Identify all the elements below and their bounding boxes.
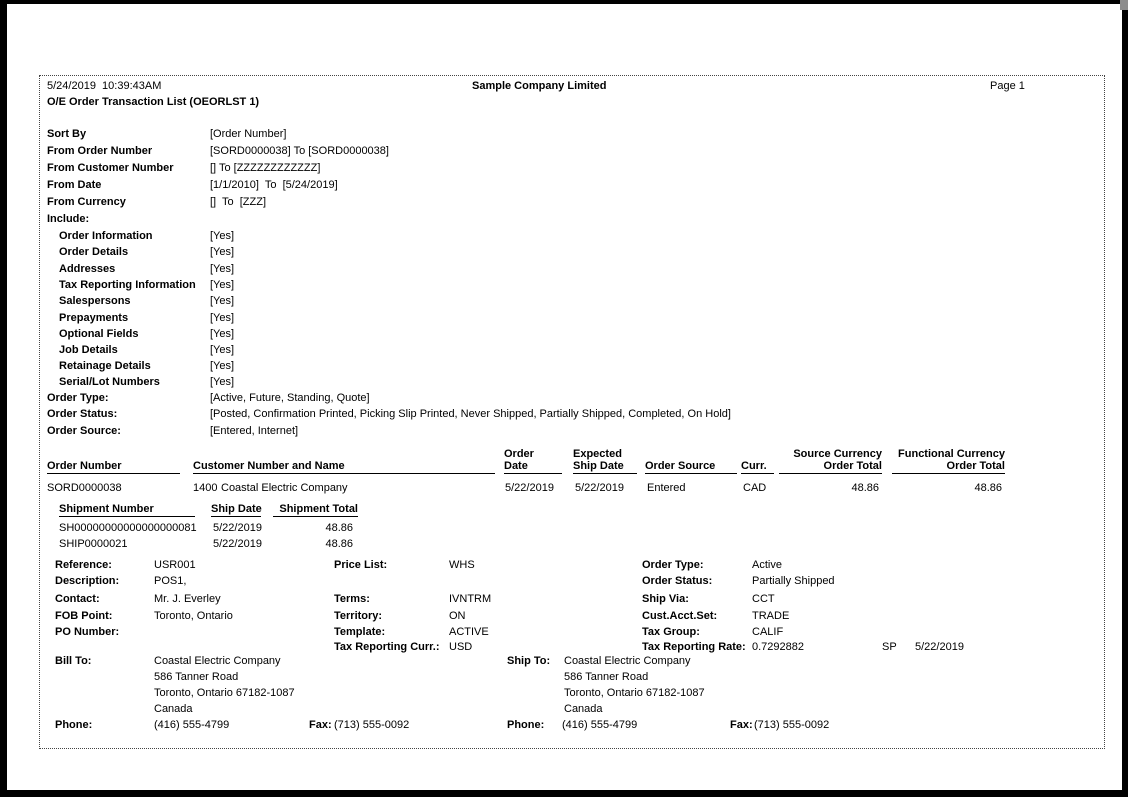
order-status-value: Partially Shipped <box>752 575 835 587</box>
template-value: ACTIVE <box>449 626 489 638</box>
tax-reporting-curr-value: USD <box>449 641 473 653</box>
ship-via-label: Ship Via: <box>642 593 689 605</box>
criteria-value: [Order Number] <box>210 128 287 140</box>
ship-to-line: 586 Tanner Road <box>564 671 649 683</box>
orders-header-currency: Curr. <box>741 444 774 474</box>
include-item-label: Retainage Details <box>59 360 151 372</box>
criteria-label: From Order Number <box>47 145 153 157</box>
order-row-order-date: 5/22/2019 <box>505 482 554 494</box>
tax-reporting-rate-value: 0.7292882 <box>752 641 804 653</box>
selection-label: Order Status: <box>47 408 118 420</box>
bill-to-line: 586 Tanner Road <box>154 671 239 683</box>
orders-header-expected-ship-date: Expected Ship Date <box>573 444 637 474</box>
order-row-number: SORD0000038 <box>47 482 122 494</box>
fob-point-value: Toronto, Ontario <box>154 610 233 622</box>
bill-fax-label: Fax: <box>309 719 332 731</box>
report-datetime: 5/24/2019 10:39:43AM <box>47 80 162 92</box>
order-row-customer-number: 1400 <box>193 482 218 494</box>
selection-label: Order Type: <box>47 392 109 404</box>
tax-rate-date: 5/22/2019 <box>915 641 964 653</box>
terms-value: IVNTRM <box>449 593 492 605</box>
price-list-value: WHS <box>449 559 475 571</box>
territory-value: ON <box>449 610 466 622</box>
report-page <box>39 75 1105 749</box>
cust-acct-set-label: Cust.Acct.Set: <box>642 610 718 622</box>
price-list-label: Price List: <box>334 559 388 571</box>
ship-to-line: Toronto, Ontario 67182-1087 <box>564 687 705 699</box>
include-item-label: Optional Fields <box>59 328 139 340</box>
include-item-value: [Yes] <box>210 263 235 275</box>
ship-to-line: Canada <box>564 703 603 715</box>
selection-value: [Entered, Internet] <box>210 425 299 437</box>
include-item-label: Prepayments <box>59 312 129 324</box>
cust-acct-set-value: TRADE <box>752 610 790 622</box>
tax-reporting-rate-label: Tax Reporting Rate: <box>642 641 746 653</box>
orders-header-order-number: Order Number <box>47 444 180 474</box>
order-type-value: Active <box>752 559 782 571</box>
territory-label: Territory: <box>334 610 383 622</box>
criteria-label: From Customer Number <box>47 162 174 174</box>
orders-header-customer: Customer Number and Name <box>193 444 495 474</box>
order-row-currency: CAD <box>743 482 767 494</box>
bill-fax-value: (713) 555-0092 <box>334 719 410 731</box>
include-item-value: [Yes] <box>210 312 235 324</box>
order-row-functional-total: 48.86 <box>974 482 1002 494</box>
shipments-header-number: Shipment Number <box>59 502 195 517</box>
shipment-row-date: 5/22/2019 <box>213 538 262 550</box>
bill-to-label: Bill To: <box>55 655 92 667</box>
include-heading: Include: <box>47 213 90 225</box>
ship-to-label: Ship To: <box>507 655 551 667</box>
bill-to-line: Coastal Electric Company <box>154 655 281 667</box>
criteria-value: [1/1/2010] To [5/24/2019] <box>210 179 338 191</box>
include-item-value: [Yes] <box>210 279 235 291</box>
contact-value: Mr. J. Everley <box>154 593 221 605</box>
include-item-value: [Yes] <box>210 376 235 388</box>
fob-point-label: FOB Point: <box>55 610 113 622</box>
include-item-label: Salespersons <box>59 295 131 307</box>
tax-group-value: CALIF <box>752 626 784 638</box>
include-item-label: Tax Reporting Information <box>59 279 196 291</box>
shipment-row-date: 5/22/2019 <box>213 522 262 534</box>
criteria-label: From Currency <box>47 196 126 208</box>
tax-group-label: Tax Group: <box>642 626 700 638</box>
selection-value: [Active, Future, Standing, Quote] <box>210 392 370 404</box>
include-item-label: Addresses <box>59 263 116 275</box>
orders-header-source-total: Source Currency Order Total <box>779 444 882 474</box>
ship-fax-value: (713) 555-0092 <box>754 719 830 731</box>
shipment-row-total: 48.86 <box>325 538 353 550</box>
ship-phone-value: (416) 555-4799 <box>562 719 638 731</box>
bill-phone-label: Phone: <box>55 719 93 731</box>
order-row-ship-date: 5/22/2019 <box>575 482 624 494</box>
criteria-value: [SORD0000038] To [SORD0000038] <box>210 145 389 157</box>
include-item-value: [Yes] <box>210 230 235 242</box>
include-item-label: Order Information <box>59 230 153 242</box>
include-item-value: [Yes] <box>210 360 235 372</box>
scrollbar-corner <box>1120 0 1128 10</box>
tax-rate-type: SP <box>882 641 897 653</box>
ship-via-value: CCT <box>752 593 775 605</box>
ship-phone-label: Phone: <box>507 719 545 731</box>
order-row-source-total: 48.86 <box>851 482 879 494</box>
include-item-value: [Yes] <box>210 295 235 307</box>
include-item-label: Order Details <box>59 246 129 258</box>
ship-fax-label: Fax: <box>730 719 753 731</box>
tax-reporting-curr-label: Tax Reporting Curr.: <box>334 641 440 653</box>
shipments-header-ship-date: Ship Date <box>211 503 262 515</box>
bill-to-line: Toronto, Ontario 67182-1087 <box>154 687 295 699</box>
shipment-row-total: 48.86 <box>325 522 353 534</box>
page-number: Page 1 <box>990 80 1025 92</box>
bill-to-line: Canada <box>154 703 193 715</box>
order-row-customer-name: Coastal Electric Company <box>221 482 348 494</box>
terms-label: Terms: <box>334 593 370 605</box>
reference-label: Reference: <box>55 559 112 571</box>
orders-header-order-date: Order Date <box>504 444 562 474</box>
description-value: POS1, <box>154 575 187 587</box>
selection-value: [Posted, Confirmation Printed, Picking Slip Printed, Never Shipped, Partially Shipped, Completed, On Hold] <box>210 408 731 420</box>
orders-header-order-source: Order Source <box>645 444 737 474</box>
order-row-source: Entered <box>647 482 686 494</box>
include-item-value: [Yes] <box>210 328 235 340</box>
shipment-row-number: SH00000000000000000081 <box>59 522 197 534</box>
order-type-label: Order Type: <box>642 559 704 571</box>
include-item-value: [Yes] <box>210 344 235 356</box>
contact-label: Contact: <box>55 593 100 605</box>
ship-to-line: Coastal Electric Company <box>564 655 691 667</box>
report-title: O/E Order Transaction List (OEORLST 1) <box>47 96 260 108</box>
orders-header-functional-total: Functional Currency Order Total <box>892 444 1005 474</box>
include-item-label: Job Details <box>59 344 118 356</box>
description-label: Description: <box>55 575 120 587</box>
reference-value: USR001 <box>154 559 196 571</box>
criteria-label: Sort By <box>47 128 87 140</box>
company-name: Sample Company Limited <box>472 80 607 92</box>
include-item-value: [Yes] <box>210 246 235 258</box>
criteria-label: From Date <box>47 179 102 191</box>
include-item-label: Serial/Lot Numbers <box>59 376 160 388</box>
criteria-value: [] To [ZZZ] <box>210 196 267 208</box>
po-number-label: PO Number: <box>55 626 120 638</box>
order-status-label: Order Status: <box>642 575 713 587</box>
bill-phone-value: (416) 555-4799 <box>154 719 230 731</box>
template-label: Template: <box>334 626 386 638</box>
criteria-value: [] To [ZZZZZZZZZZZZ] <box>210 162 321 174</box>
shipments-header-total: Shipment Total <box>273 502 358 517</box>
selection-label: Order Source: <box>47 425 121 437</box>
shipment-row-number: SHIP0000021 <box>59 538 128 550</box>
